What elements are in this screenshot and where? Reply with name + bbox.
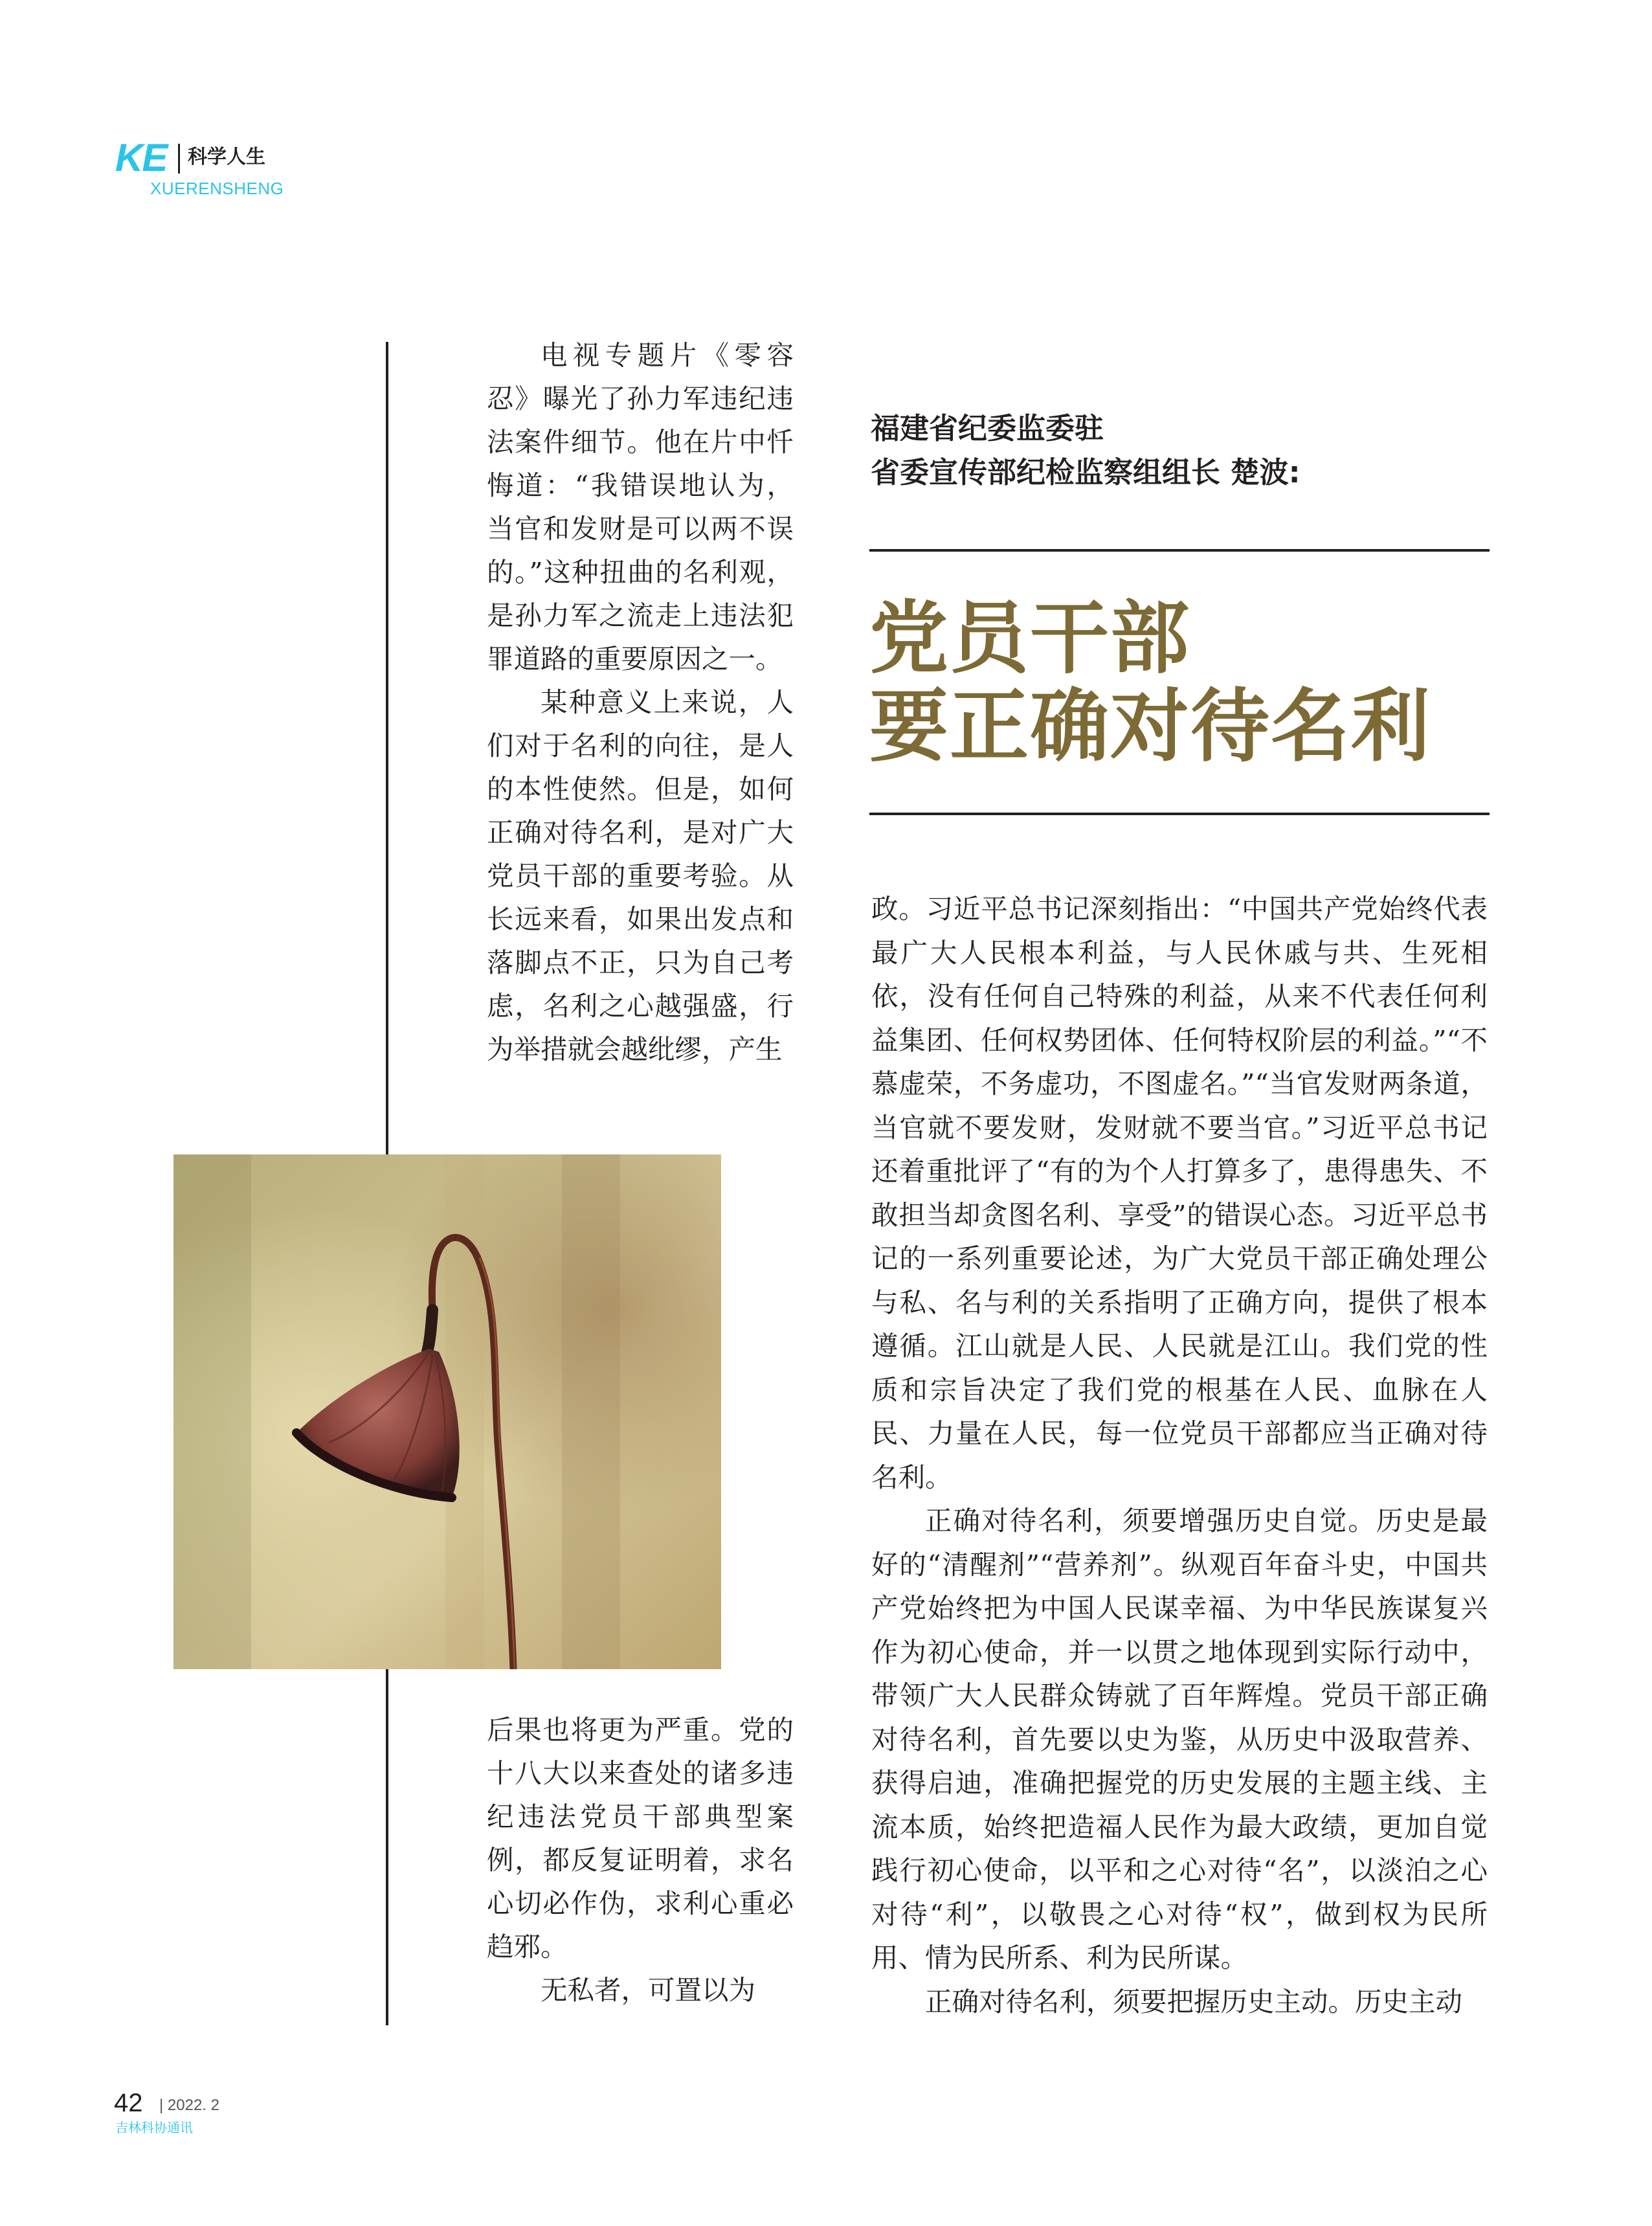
section-pinyin: XUERENSHENG [150, 179, 284, 198]
paragraph: 政。习近平总书记深刻指出：“中国共产党始终代表最广大人民根本利益，与人民休戚与共、生死相依，没有任何自己特殊的利益，从来不代表任何利益集团、任何权势团体、任何特权阶层的利益。”“不慕虚荣，不务虚功，不图虚名。”“当官发财两条道，当官就不要发财，发财就不要当官。”习近平总书记还着重批评了“有的为个人打算多了，患得患失、不敢担当却贪图名利、享受”的错误心态。习近平总书记的一系列重要论述，为广大党员干部正确处理公与私、名与利的关系指明了正确方向，提供了根本遵循。江山就是人民、人民就是江山。我们党的性质和宗旨决定了我们党的根基在人民、血脉在人民、力量在人民，每一位党员干部都应当正确对待名利。 [871, 893, 1488, 1493]
paragraph: 某种意义上来说，人们对于名利的向往，是人的本性使然。但是，如何正确对待名利，是对广大党员干部的重要考验。从长远来看，如果出发点和落脚点不正，只为自己考虑，名利之心越强盛，行为举措就会越纰缪，产生 [487, 686, 794, 1065]
paragraph: 正确对待名利，须要增强历史自觉。历史是最好的“清醒剂”“营养剂”。纵观百年奋斗史，中国共产党始终把为中国人民谋幸福、为中华民族谋复兴作为初心使命，并一以贯之地体现到实际行动中，带领广大人民群众铸就了百年辉煌。党员干部正确对待名利，首先要以史为鉴，从历史中汲取营养、获得启迪，准确把握党的历史发展的主题主线、主流本质，始终把造福人民作为最大政绩，更加自觉践行初心使命，以平和之心对待“名”，以淡泊之心对待“利”，以敬畏之心对待“权”，做到权为民所用、情为民所系、利为民所谋。 [871, 1505, 1488, 1973]
magazine-logo: KE [115, 136, 167, 179]
left-column-bottom [487, 1708, 794, 2012]
author-byline [871, 407, 1300, 495]
page-number: 42 [114, 2089, 143, 2117]
section-title: 科学人生 [188, 146, 265, 168]
right-column [871, 887, 1488, 2023]
left-column-top [487, 333, 794, 1071]
paragraph: 电视专题片《零容忍》曝光了孙力军违纪违法案件细节。他在片中忏悔道：“我错误地认为，当官和发财是可以两不误的。”这种扭曲的名利观，是孙力军之流走上违法犯罪道路的重要原因之一。 [487, 339, 794, 675]
paragraph: 无私者，可置以为 [541, 1974, 756, 2006]
title-rule-top [869, 549, 1490, 552]
byline-line: 福建省纪委监委驻 [871, 411, 1104, 445]
issue-date: | 2022. 2 [159, 2097, 219, 2114]
left-column-rule-bottom [386, 1669, 388, 2025]
byline-line: 省委宣传部纪检监察组组长 楚波: [871, 455, 1300, 489]
paragraph: 正确对待名利，须要把握历史主动。历史主动 [925, 1985, 1463, 2018]
lotus-seedpod-photo [173, 1154, 721, 1669]
header-divider [178, 144, 180, 174]
magazine-name: 吉林科协通讯 [115, 2120, 193, 2135]
paragraph: 后果也将更为严重。党的十八大以来查处的诸多违纪违法党员干部典型案例，都反复证明着，求名心切必作伪，求利心重必趋邪。 [487, 1714, 794, 1962]
title-line: 党员干部 [869, 592, 1190, 684]
title-line: 要正确对待名利 [869, 680, 1431, 772]
left-column-rule-top [386, 342, 388, 1158]
title-rule-bottom [869, 813, 1490, 815]
article-title [869, 594, 1431, 770]
